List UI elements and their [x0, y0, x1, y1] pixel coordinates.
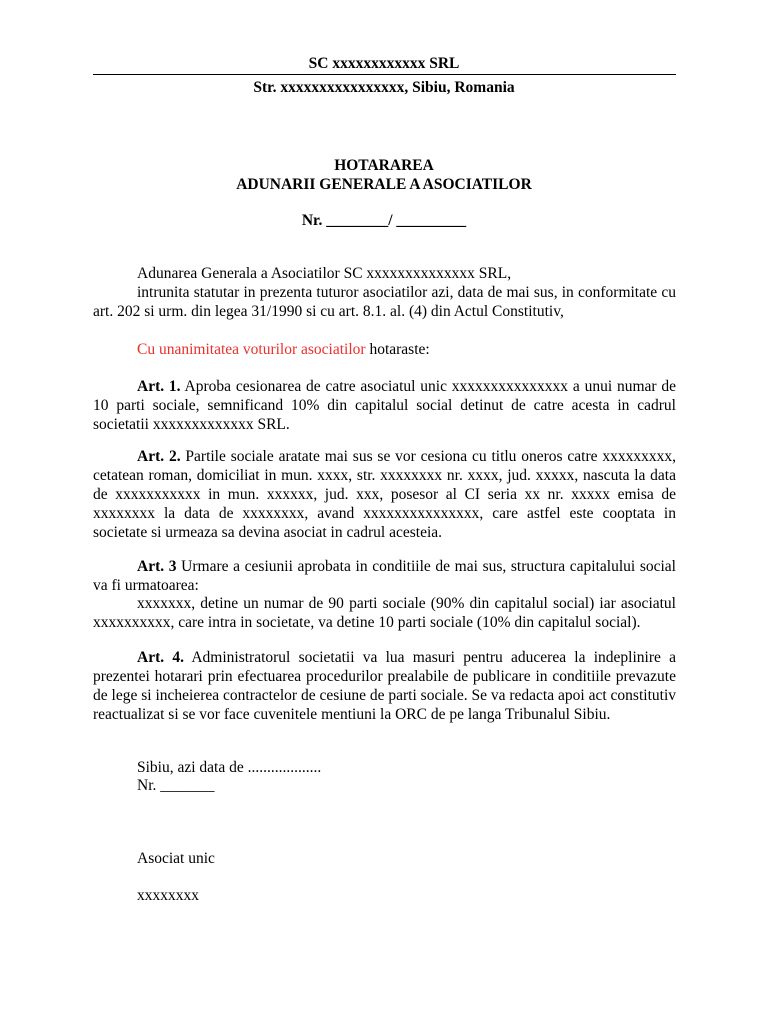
article-1 [93, 377, 676, 434]
article-3-text: Urmare a cesiunii aprobata in conditiile de mai sus, structura capitalului social va fi urmatoarea: [93, 558, 676, 594]
closing-number: Nr. _______ [137, 777, 215, 794]
signatory-name: xxxxxxxx [137, 887, 199, 904]
header-divider [93, 74, 676, 75]
unanimity-text: Cu unanimitatea voturilor asociatilor [137, 341, 366, 358]
article-2 [93, 447, 676, 542]
article-1-text: Aproba cesionarea de catre asociatul unic xxxxxxxxxxxxxxx a unui numar de 10 parti sociale, semnificand 10% din capitalul social detinut de catre acesta in cadrul societatii xxxxxxxxxxxxx SRL. [93, 378, 676, 433]
signatory-role: Asociat unic [137, 850, 215, 867]
article-4-text: Administratorul societatii va lua masuri pentru aducerea la indeplinire a prezentei hotarari prin efectuarea procedurilor prealabile de publicare in conditiile prevazute de lege si incheierea contractelor de cesiune de parti sociale. Se va redacta apoi act constitutiv reactualizat si se vor face cuvenitele mentiuni la ORC de pe langa Tribunalul Sibiu. [93, 649, 676, 723]
capital-structure [93, 594, 676, 632]
decides-text: hotaraste: [365, 341, 430, 358]
document-title: HOTARAREA [334, 157, 434, 174]
article-4 [93, 648, 676, 724]
place-date: Sibiu, azi data de ................... [137, 759, 322, 776]
capital-structure-text: xxxxxxx, detine un numar de 90 parti sociale (90% din capitalul social) iar asociatul xxxxxxxxxx, care intra in societate, va detine 10 parti sociale (10% din capitalul social). [93, 595, 676, 631]
article-3 [93, 557, 676, 595]
article-1-label: Art. 1. [137, 378, 181, 395]
article-4-label: Art. 4. [137, 649, 184, 666]
decision-line [137, 340, 676, 359]
intro-line: Adunarea Generala a Asociatilor SC xxxxxxxxxxxxxx SRL, [137, 265, 512, 282]
article-3-label: Art. 3 [137, 558, 177, 575]
article-2-label: Art. 2. [137, 448, 181, 465]
document-number: Nr. ________/ _________ [301, 212, 467, 229]
document-subtitle: ADUNARII GENERALE A ASOCIATILOR [236, 176, 532, 193]
company-name: SC xxxxxxxxxxxx SRL [308, 55, 460, 72]
company-address: Str. xxxxxxxxxxxxxxxx, Sibiu, Romania [253, 79, 515, 96]
intro-statement: intrunita statutar in prezenta tuturor asociatilor azi, data de mai sus, in conformitate cu art. 202 si urm. din legea 31/1990 si cu art. 8.1. al. (4) din Actul Constitutiv, [93, 284, 676, 320]
article-2-text: Partile sociale aratate mai sus se vor cesiona cu titlu oneros catre xxxxxxxxx, cetatean roman, domiciliat in mun. xxxx, str. xxxxxxxx nr. xxxx, jud. xxxxx, nascuta la data de xxxxxxxxxxx in mun. xxxxxx, jud. xxx, posesor al CI seria xx nr. xxxxx emisa de xxxxxxxx la data de xxxxxxxx, avand xxxxxxxxxxxxxxx, care astfel este cooptata in societate si urmeaza sa devina asociat in cadrul acesteia. [93, 448, 676, 541]
